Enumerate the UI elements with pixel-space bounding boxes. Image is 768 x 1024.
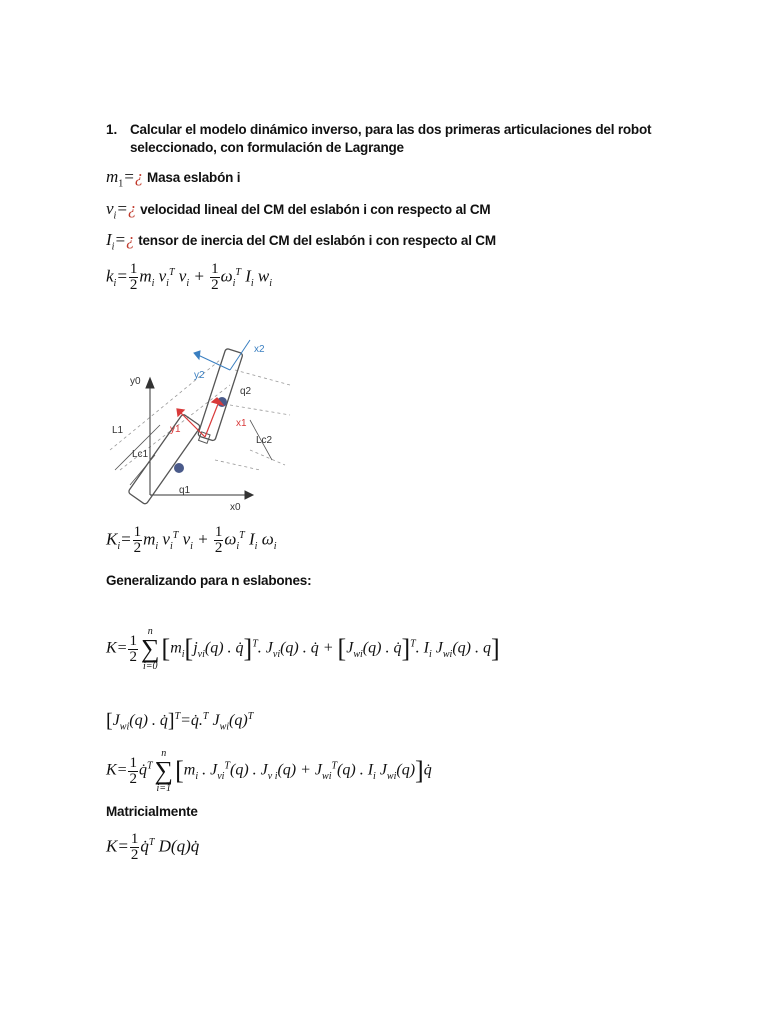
- question-line-2: seleccionado, con formulación de Lagrange: [130, 140, 404, 155]
- cm-dot-1: [174, 463, 184, 473]
- kinetic-energy-sum-eq: K= $\frac{1}{2}$ n ∑ i=0 [$m_i[j_{vi}(q)$ . q̇]$^T$. $J_{vi}(q)$ . q̇ + [$J_{wi}(q)$ . q̇]$^T$. $I_i$ $J_{wi}(q)$ . q]: [106, 626, 500, 672]
- label-y2: y2: [194, 370, 205, 381]
- kinetic-energy-matrix-eq: K= $\frac{1}{2}$ q̇$^T$ D(q)q̇: [106, 831, 200, 863]
- question-line-1: Calcular el modelo dinámico inverso, para las dos primeras articulaciones del robot: [130, 122, 652, 137]
- label-q1: q1: [179, 485, 191, 496]
- kinetic-energy-eq-1: $k_i=$ $\frac{1}{2}$ $m_i$ $v_i^T$ $v_i$ + $\frac{1}{2}$ $\omega_i^T$ $I_i$ $w_i$: [106, 261, 273, 293]
- def-mass: $m_1=¿$ Masa eslabón i: [106, 167, 241, 190]
- label-Lc1: Lc1: [132, 449, 149, 460]
- def-velocity-text: velocidad lineal del CM del eslabón i con respecto al CM: [140, 202, 491, 217]
- heading-generalizing: Generalizando para n eslabones:: [106, 573, 312, 588]
- label-x0: x0: [230, 502, 241, 513]
- label-L1: L1: [112, 425, 124, 436]
- label-y0: y0: [130, 376, 141, 387]
- kinetic-energy-eq-2: $K_i=$ $\frac{1}{2}$ $m_i$ $v_i^T$ $v_i$ + $\frac{1}{2}$ $\omega_i^T$ $I_i$ $\omega_i$: [106, 524, 277, 556]
- def-inertia-text: tensor de inercia del CM del eslabón i con respecto al CM: [138, 233, 496, 248]
- kinetic-energy-quadratic-eq: K= $\frac{1}{2}$ q̇$^T$ n ∑ i=1 [$m_i$ . $J_{vi}^T(q)$ . $J_{v i}(q) + J_{wi}^T(q)$ . $I_i$ $J_{wi}(q)]q̇$: [106, 748, 432, 794]
- robot-arm-diagram: [100, 330, 305, 515]
- label-q2: q2: [240, 386, 252, 397]
- label-x2: x2: [254, 344, 265, 355]
- label-Lc2: Lc2: [256, 435, 273, 446]
- heading-matrix: Matricialmente: [106, 804, 198, 819]
- label-x1: x1: [236, 418, 247, 429]
- item-number: 1.: [106, 122, 118, 137]
- jacobian-transpose-eq: [$J_{wi}(q)$ . q̇]$^T$=q̇.$^T$ $J_{wi}(q)^T$: [106, 710, 254, 733]
- def-velocity: $v_i=¿$ velocidad lineal del CM del eslabón i con respecto al CM: [106, 199, 491, 222]
- def-mass-text: Masa eslabón i: [147, 170, 241, 185]
- label-y1: y1: [170, 424, 181, 435]
- def-inertia: $I_i=¿$ tensor de inercia del CM del eslabón i con respecto al CM: [106, 230, 496, 253]
